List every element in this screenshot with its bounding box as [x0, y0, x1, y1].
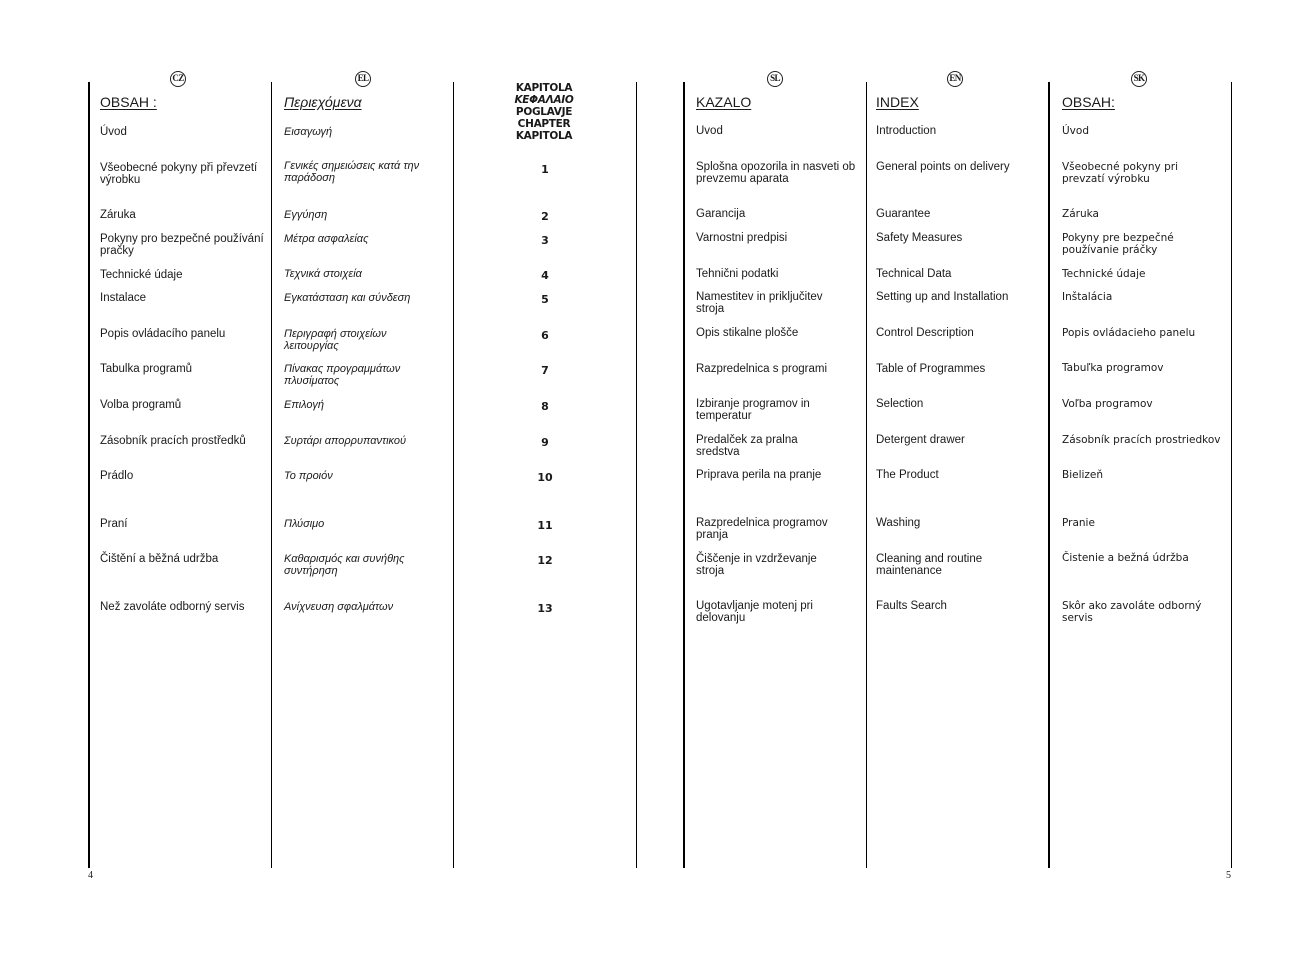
toc-item: General points on delivery [876, 161, 1010, 173]
toc-item: Cleaning and routine maintenance [876, 553, 983, 577]
toc-item: Všeobecné pokyny při převzetí výrobku [100, 162, 258, 186]
heading-el: Περιεχόμενα [284, 94, 362, 110]
toc-item: Technické údaje [1062, 268, 1146, 280]
toc-item: Faults Search [876, 600, 947, 612]
toc-item: Splošna opozorila in nasveti ob prevzemu aparata [696, 161, 856, 185]
chapter-number: 13 [537, 602, 553, 615]
heading-en: INDEX [876, 94, 919, 110]
toc-item: Zásobník pracích prostředků [100, 435, 246, 447]
toc-item: Inštalácia [1062, 291, 1113, 303]
toc-item: Detergent drawer [876, 434, 965, 446]
toc-item: Tehnični podatki [696, 268, 779, 280]
toc-item: Varnostni predpisi [696, 232, 788, 244]
language-badge-cz: CZ [170, 71, 186, 87]
toc-item: Introduction [876, 125, 937, 137]
toc-item: Zásobník pracích prostriedkov [1062, 434, 1221, 446]
toc-item: Namestitev in priključitev stroja [696, 291, 823, 315]
toc-item: Table of Programmes [876, 363, 986, 375]
toc-item: Než zavoláte odborný servis [100, 601, 245, 613]
toc-item: Priprava perila na pranje [696, 469, 822, 481]
toc-item: Setting up and Installation [876, 291, 1009, 303]
toc-item: Garancija [696, 208, 746, 220]
toc-item: Selection [876, 398, 924, 410]
chapter-number: 5 [541, 293, 549, 306]
column-divider [453, 82, 454, 868]
toc-item: Safety Measures [876, 232, 963, 244]
toc-item: Pranie [1062, 517, 1095, 529]
toc-item: Záruka [100, 209, 136, 221]
toc-item: Technical Data [876, 268, 952, 280]
toc-item: Πλύσιμο [284, 518, 325, 530]
toc-item: Popis ovládacího panelu [100, 328, 226, 340]
heading-cz: OBSAH : [100, 94, 157, 110]
toc-item: Prádlo [100, 470, 134, 482]
chapter-number: 10 [537, 471, 553, 484]
toc-item: Razpredelnica s programi [696, 363, 828, 375]
language-badge-en: EN [947, 71, 963, 87]
toc-item: Čistenie a bežná údržba [1062, 552, 1189, 564]
toc-item: Τεχνικά στοιχεία [284, 268, 362, 280]
right-page-rule [683, 82, 685, 868]
toc-item: Čiščenje in vzdrževanje stroja [696, 553, 817, 577]
chapter-number: 1 [541, 163, 549, 176]
page-number-right: 5 [1226, 870, 1231, 881]
toc-item: Tabuľka programov [1062, 362, 1164, 374]
column-divider [1048, 82, 1050, 868]
toc-item: Praní [100, 518, 128, 530]
toc-item: Washing [876, 517, 921, 529]
toc-item: Ugotavljanje motenj pri delovanju [696, 600, 813, 624]
toc-item: Bielizeň [1062, 469, 1104, 481]
chapter-number: 4 [541, 269, 549, 282]
column-divider [866, 82, 867, 868]
toc-item: Καθαρισμός και συνήθης συντήρηση [284, 553, 405, 577]
chapter-number: 3 [541, 234, 549, 247]
toc-item: Voľba programov [1062, 398, 1153, 410]
chapter-label-cz: KAPITOLA [515, 82, 573, 94]
toc-item: Technické údaje [100, 269, 183, 281]
chapter-number: 12 [537, 554, 553, 567]
toc-item: Μέτρα ασφαλείας [284, 233, 369, 245]
toc-item: Guarantee [876, 208, 931, 220]
toc-item: Uvod [696, 125, 723, 137]
chapter-number: 9 [541, 436, 549, 449]
toc-item: Περιγραφή στοιχείων λειτουργίας [284, 328, 387, 352]
toc-item: The Product [876, 469, 939, 481]
toc-item: Instalace [100, 292, 147, 304]
toc-item: Pokyny pre bezpečné používanie práčky [1062, 232, 1174, 256]
column-divider [636, 82, 637, 868]
toc-item: Πίνακας προγραμμάτων πλυσίματος [284, 363, 401, 387]
toc-item: Čištění a běžná udržba [100, 553, 219, 565]
chapter-header [504, 82, 584, 142]
left-page-rule [88, 82, 90, 868]
toc-item: Razpredelnica programov pranja [696, 517, 828, 541]
toc-item: Γενικές σημειώσεις κατά την παράδοση [284, 160, 420, 184]
chapter-number: 7 [541, 364, 549, 377]
language-badge-sk: SK [1131, 71, 1147, 87]
chapter-number: 6 [541, 329, 549, 342]
toc-item: Popis ovládacieho panelu [1062, 327, 1196, 339]
toc-item: Συρτάρι απορρυπαντικού [284, 435, 407, 447]
language-badge-el: EL [355, 71, 371, 87]
toc-item: Skôr ako zavoláte odborný servis [1062, 600, 1202, 624]
toc-item: Tabulka programů [100, 363, 193, 375]
language-badge-sl: SL [767, 71, 783, 87]
column-divider [271, 82, 272, 868]
toc-item: Úvod [100, 126, 127, 138]
chapter-label-en: CHAPTER [517, 118, 571, 130]
column-divider [1231, 82, 1232, 868]
heading-sk: OBSAH: [1062, 94, 1115, 110]
toc-item: Το προιόν [284, 470, 333, 482]
toc-item: Opis stikalne plošče [696, 327, 799, 339]
chapter-label-sk: KAPITOLA [515, 130, 573, 142]
toc-item: Izbiranje programov in temperatur [696, 398, 810, 422]
chapter-label-sl: POGLAVJE [515, 106, 573, 118]
toc-item: Ανίχνευση σφαλμάτων [284, 601, 394, 613]
toc-item: Εγγύηση [284, 209, 328, 221]
chapter-number: 11 [537, 519, 553, 532]
toc-item: Control Description [876, 327, 974, 339]
toc-item: Volba programů [100, 399, 182, 411]
toc-item: Záruka [1062, 208, 1099, 220]
toc-item: Pokyny pro bezpečné používání pračky [100, 233, 264, 257]
page-number-left: 4 [88, 870, 93, 881]
toc-item: Úvod [1062, 125, 1089, 137]
toc-item: Εισαγωγή [284, 126, 333, 138]
toc-item: Εγκατάσταση και σύνδεση [284, 292, 411, 304]
chapter-label-el: ΚΕΦΑΛΑΙΟ [514, 94, 574, 106]
heading-sl: KAZALO [696, 94, 752, 110]
toc-item: Predalček za pralna sredstva [696, 434, 798, 458]
chapter-number: 2 [541, 210, 549, 223]
chapter-number: 8 [541, 400, 549, 413]
toc-item: Všeobecné pokyny pri prevzatí výrobku [1062, 161, 1179, 185]
toc-item: Επιλογή [284, 399, 324, 411]
